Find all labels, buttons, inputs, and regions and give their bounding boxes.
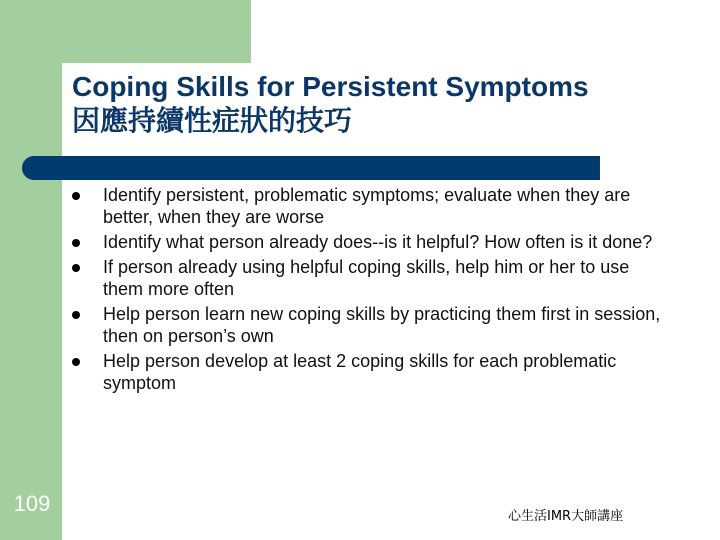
bullet-dot-icon	[72, 311, 80, 319]
title-chinese: 因應持續性症狀的技巧	[72, 104, 353, 137]
bullet-item	[70, 231, 670, 253]
title-divider-bar	[22, 156, 600, 180]
bullet-text: Identify what person already does--is it helpful? How often is it done?	[103, 232, 653, 252]
bullet-item	[70, 184, 670, 228]
page-number: 109	[13, 491, 51, 516]
bullet-dot-icon	[72, 358, 80, 366]
bullet-text: If person already using helpful coping skills, help him or her to use them more often	[103, 257, 630, 299]
bullet-item	[70, 350, 670, 394]
bullet-item	[70, 256, 670, 300]
bullet-dot-icon	[72, 239, 80, 247]
bullet-text: Help person develop at least 2 coping skills for each problematic symptom	[103, 351, 617, 393]
bullet-list	[70, 184, 670, 397]
bullet-text: Help person learn new coping skills by practicing them first in session, then on person’s own	[103, 304, 661, 346]
left-green-band	[0, 0, 62, 540]
title-english: Coping Skills for Persistent Symptoms	[72, 71, 589, 102]
bullet-item	[70, 303, 670, 347]
slide-title	[72, 70, 692, 138]
top-green-band	[0, 0, 251, 63]
footer-text: 心生活IMR大師講座	[508, 509, 624, 524]
bullet-dot-icon	[72, 192, 80, 200]
bullet-dot-icon	[72, 264, 80, 272]
bullet-text: Identify persistent, problematic symptoms; evaluate when they are better, when they are worse	[103, 185, 631, 227]
